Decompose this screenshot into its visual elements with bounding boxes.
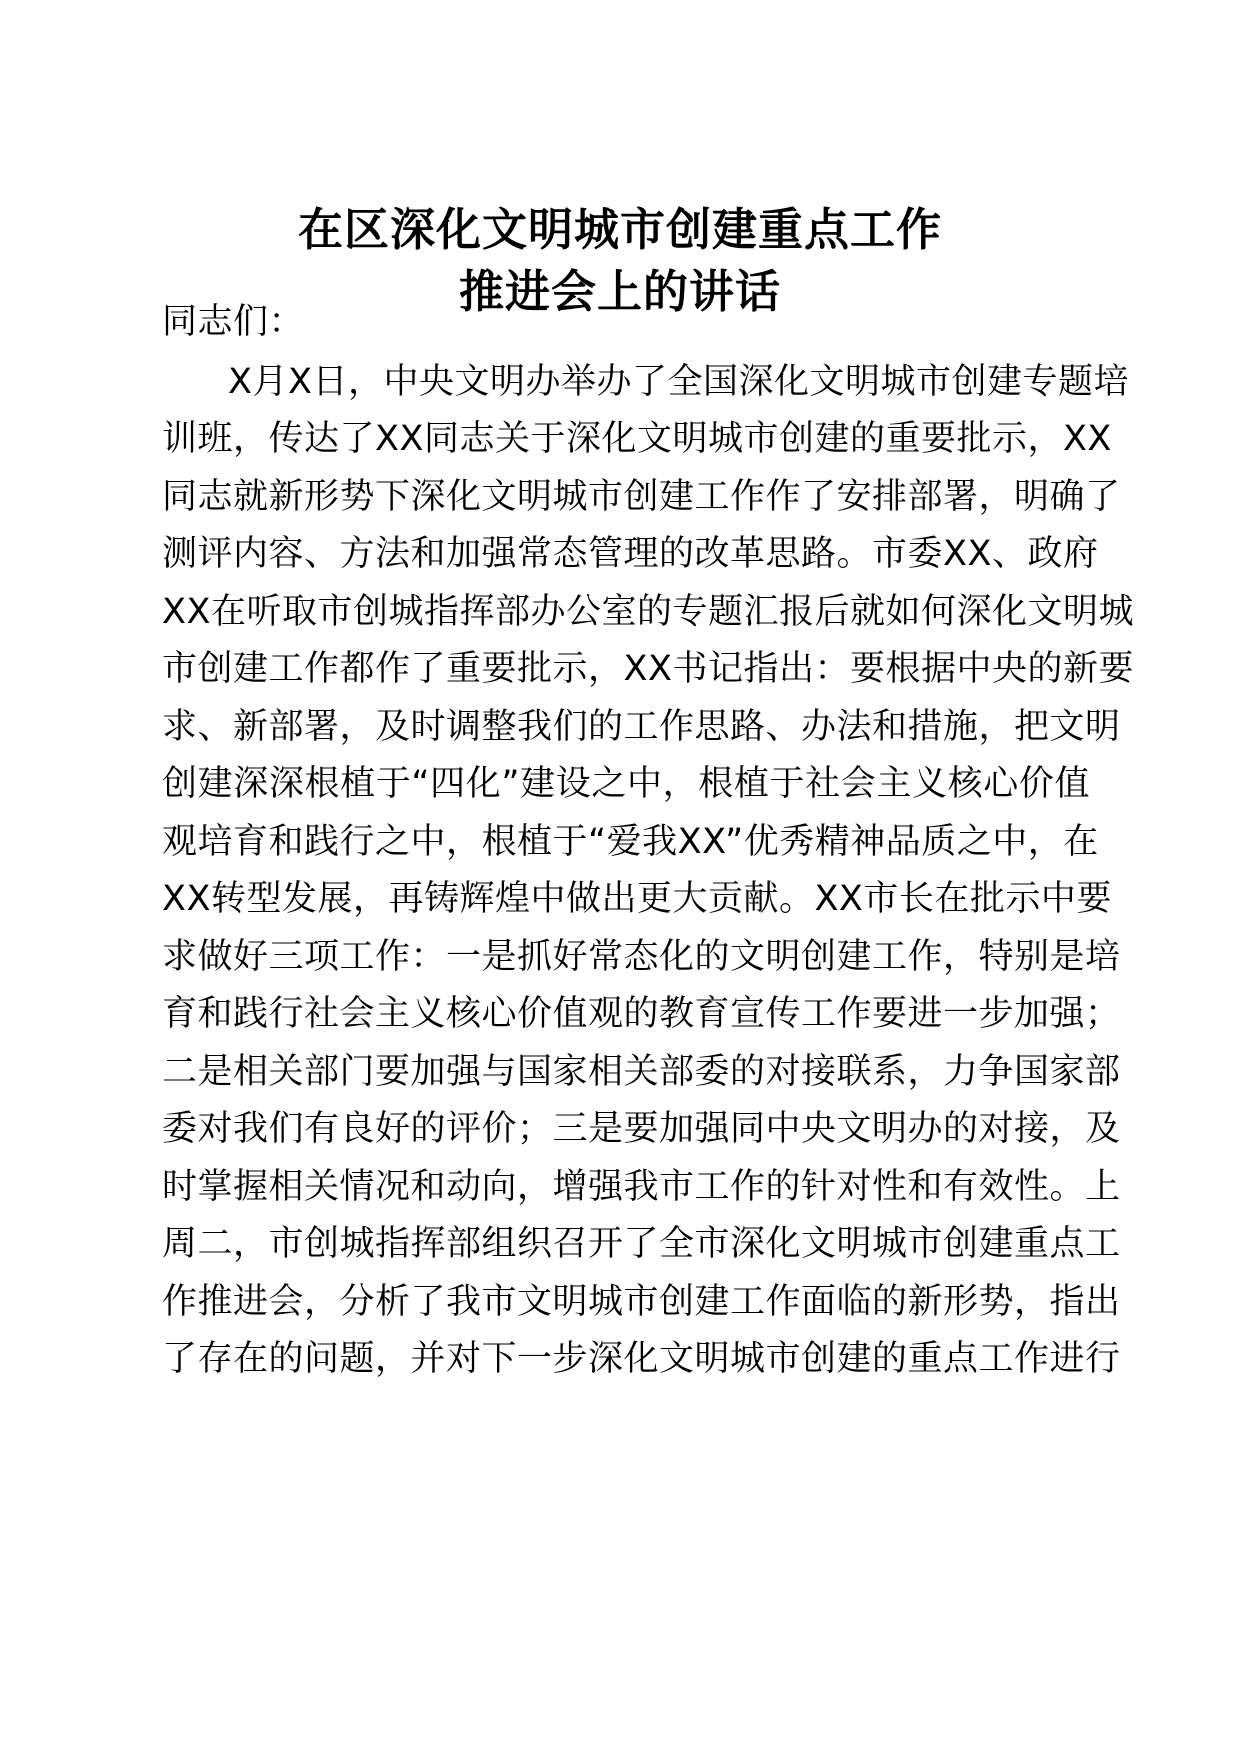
body-line: 市创建工作都作了重要批示，XX书记指出：要根据中央的新要 bbox=[162, 649, 1134, 689]
greeting: 同志们： bbox=[162, 302, 305, 342]
body-line: X月X日，中央文明办举办了全国深化文明城市创建专题培 bbox=[228, 362, 1129, 402]
body-line: 求、新部署，及时调整我们的工作思路、办法和措施，把文明 bbox=[162, 707, 1121, 747]
body-line: XX在听取市创城指挥部办公室的专题汇报后就如何深化文明城 bbox=[162, 592, 1134, 632]
document-title-line-1: 在区深化文明城市创建重点工作 bbox=[297, 203, 942, 256]
body-line: 周二，市创城指挥部组织召开了全市深化文明城市创建重点工 bbox=[162, 1224, 1121, 1264]
body-line: 育和践行社会主义核心价值观的教育宣传工作要进一步加强； bbox=[162, 994, 1121, 1034]
body-line: 委对我们有良好的评价；三是要加强同中央文明办的对接，及 bbox=[162, 1109, 1121, 1149]
body-line: 同志就新形势下深化文明城市创建工作作了安排部署，明确了 bbox=[162, 477, 1121, 517]
body-line: 创建深深根植于“四化”建设之中，根植于社会主义核心价值 bbox=[162, 764, 1090, 804]
body-line: 测评内容、方法和加强常态管理的改革思路。市委XX、政府 bbox=[162, 534, 1099, 574]
body-line: 训班，传达了XX同志关于深化文明城市创建的重要批示，XX bbox=[162, 419, 1112, 459]
body-line: XX转型发展，再铸辉煌中做出更大贡献。XX市长在批示中要 bbox=[162, 879, 1112, 919]
body-line: 时掌握相关情况和动向，增强我市工作的针对性和有效性。上 bbox=[162, 1167, 1121, 1207]
body-line: 观培育和践行之中，根植于“爱我XX”优秀精神品质之中，在 bbox=[162, 822, 1099, 862]
body-line: 二是相关部门要加强与国家相关部委的对接联系，力争国家部 bbox=[162, 1052, 1121, 1092]
body-line: 了存在的问题，并对下一步深化文明城市创建的重点工作进行 bbox=[162, 1339, 1121, 1379]
document-title-line-2: 推进会上的讲话 bbox=[458, 265, 781, 318]
body-line: 作推进会，分析了我市文明城市创建工作面临的新形势，指出 bbox=[162, 1282, 1121, 1322]
body-line: 求做好三项工作：一是抓好常态化的文明创建工作，特别是培 bbox=[162, 937, 1121, 977]
